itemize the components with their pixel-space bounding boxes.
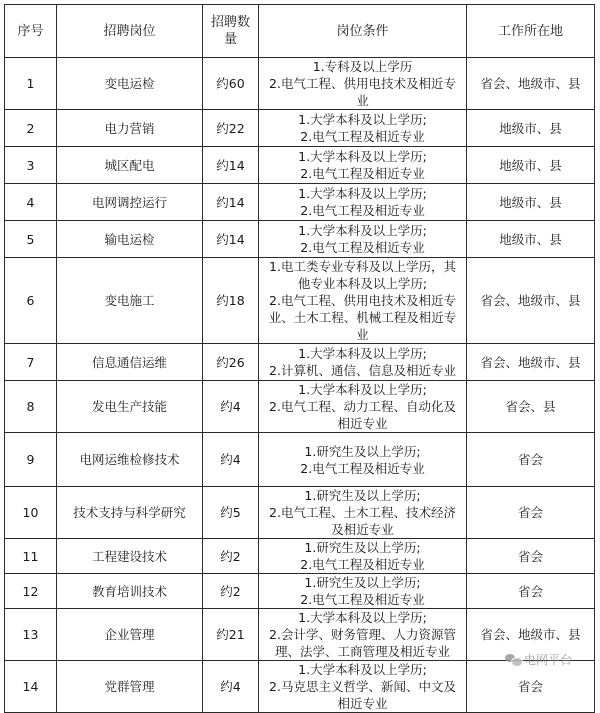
- cell-no: 6: [5, 258, 57, 344]
- cond-line: 2.电气工程及相近专业: [300, 203, 425, 218]
- cond-line: 1.研究生及以上学历;: [304, 488, 421, 503]
- cond-line: 1.大学本科及以上学历;: [298, 149, 427, 164]
- cell-num: 约4: [203, 661, 259, 713]
- cond-line: 1.研究生及以上学历;: [304, 575, 421, 590]
- cell-loc: 地级市、县: [467, 147, 595, 184]
- cell-loc: 省会: [467, 487, 595, 539]
- cond-line: 2.电气工程及相近专业: [300, 129, 425, 144]
- cond-line: 1.大学本科及以上学历;: [298, 112, 427, 127]
- cell-loc: 地级市、县: [467, 110, 595, 147]
- header-loc: 工作所在地: [467, 5, 595, 58]
- cond-line: 1.大学本科及以上学历;: [298, 223, 427, 238]
- table-row: [5, 539, 595, 574]
- cell-no: 4: [5, 184, 57, 221]
- cell-post: 企业管理: [57, 609, 203, 661]
- table-row: [5, 258, 595, 344]
- cell-post: 电网运维检修技术: [57, 433, 203, 487]
- cell-loc: 省会: [467, 661, 595, 713]
- cond-line: 2.马克思主义哲学、新闻、中文及: [269, 679, 456, 694]
- cell-post: 电网调控运行: [57, 184, 203, 221]
- cell-no: 13: [5, 609, 57, 661]
- cell-cond: [259, 110, 467, 147]
- cell-loc: 省会、地级市、县: [467, 58, 595, 110]
- cell-post: 工程建设技术: [57, 539, 203, 574]
- cell-post: 发电生产技能: [57, 381, 203, 433]
- cell-loc: 省会、地级市、县: [467, 344, 595, 381]
- recruitment-table: [4, 4, 595, 713]
- cond-line: 2.电气工程及相近专业: [300, 240, 425, 255]
- cell-no: 10: [5, 487, 57, 539]
- cell-no: 3: [5, 147, 57, 184]
- cond-line: 2.电气工程及相近专业: [300, 592, 425, 607]
- cond-line: 2.会计学、财务管理、人力资源管: [269, 627, 456, 642]
- table-row: [5, 487, 595, 539]
- cell-num: 约21: [203, 609, 259, 661]
- table-row: [5, 184, 595, 221]
- cell-no: 14: [5, 661, 57, 713]
- cond-line: 业、土木工程、机械工程及相近专: [268, 310, 457, 325]
- cell-loc: 省会: [467, 574, 595, 609]
- cell-loc: 省会、地级市、县: [467, 258, 595, 344]
- cell-no: 2: [5, 110, 57, 147]
- table-row: [5, 58, 595, 110]
- cell-cond: [259, 609, 467, 661]
- cell-num: 约2: [203, 574, 259, 609]
- cond-line: 相近专业: [337, 696, 388, 711]
- cond-line: 1.大学本科及以上学历;: [298, 382, 427, 397]
- cond-line: 2.电气工程及相近专业: [300, 166, 425, 181]
- cond-line: 1.研究生及以上学历;: [304, 540, 421, 555]
- cell-loc: 地级市、县: [467, 184, 595, 221]
- cell-no: 8: [5, 381, 57, 433]
- cell-num: 约14: [203, 221, 259, 258]
- header-num: 招聘数量: [203, 5, 259, 58]
- cond-line: 1.电工类专业专科及以上学历，其: [269, 259, 456, 274]
- cell-cond: [259, 221, 467, 258]
- header-row: [5, 5, 595, 58]
- cell-num: 约60: [203, 58, 259, 110]
- cell-num: 约2: [203, 539, 259, 574]
- cell-post: 输电运检: [57, 221, 203, 258]
- cell-num: 约18: [203, 258, 259, 344]
- cell-loc: 地级市、县: [467, 221, 595, 258]
- header-cond: 岗位条件: [259, 5, 467, 58]
- cell-post: 变电运检: [57, 58, 203, 110]
- cond-line: 2.电气工程、供用电技术及相近专: [269, 76, 456, 91]
- cond-line: 2.电气工程、供用电技术及相近专: [269, 293, 456, 308]
- cell-cond: [259, 381, 467, 433]
- table-row: [5, 574, 595, 609]
- cell-cond: [259, 539, 467, 574]
- cond-line: 理、法学、工商管理及相近专业: [274, 644, 450, 659]
- table-row: [5, 147, 595, 184]
- cell-post: 党群管理: [57, 661, 203, 713]
- cond-line: 1.大学本科及以上学历;: [298, 346, 427, 361]
- cell-loc: 省会、县: [467, 381, 595, 433]
- cell-post: 城区配电: [57, 147, 203, 184]
- cell-no: 5: [5, 221, 57, 258]
- cond-line: 2.电气工程及相近专业: [300, 557, 425, 572]
- cond-line: 及相近专业: [331, 522, 394, 537]
- cell-post: 信息通信运维: [57, 344, 203, 381]
- cond-line: 1.大学本科及以上学历;: [298, 662, 427, 677]
- table-row: [5, 661, 595, 713]
- table-row: [5, 344, 595, 381]
- cell-num: 约4: [203, 381, 259, 433]
- cell-no: 1: [5, 58, 57, 110]
- cell-cond: [259, 344, 467, 381]
- cell-post: 技术支持与科学研究: [57, 487, 203, 539]
- cond-line: 业: [356, 93, 369, 108]
- cell-cond: [259, 433, 467, 487]
- header-no: 序号: [5, 5, 57, 58]
- cond-line: 1.大学本科及以上学历;: [298, 186, 427, 201]
- cell-num: 约22: [203, 110, 259, 147]
- table-body: [5, 58, 595, 713]
- cell-loc: 省会: [467, 433, 595, 487]
- cell-cond: [259, 184, 467, 221]
- cell-post: 电力营销: [57, 110, 203, 147]
- cond-line: 2.计算机、通信、信息及相近专业: [269, 363, 456, 378]
- cell-cond: [259, 258, 467, 344]
- cell-num: 约5: [203, 487, 259, 539]
- cond-line: 业: [356, 327, 369, 342]
- cell-num: 约14: [203, 184, 259, 221]
- cell-num: 约14: [203, 147, 259, 184]
- cell-num: 约4: [203, 433, 259, 487]
- table-row: [5, 381, 595, 433]
- cond-line: 1.大学本科及以上学历;: [298, 610, 427, 625]
- cell-no: 7: [5, 344, 57, 381]
- cond-line: 2.电气工程、土木工程、技术经济: [269, 505, 456, 520]
- table-row: [5, 110, 595, 147]
- cond-line: 1.研究生及以上学历;: [304, 443, 421, 459]
- cell-no: 9: [5, 433, 57, 487]
- cell-cond: [259, 574, 467, 609]
- cell-cond: [259, 58, 467, 110]
- cell-cond: [259, 147, 467, 184]
- cell-cond: [259, 661, 467, 713]
- cell-loc: 省会、地级市、县: [467, 609, 595, 661]
- watermark-text: 电网平台: [524, 653, 573, 667]
- watermark: [505, 651, 572, 668]
- cond-line: 1.专科及以上学历: [312, 59, 413, 74]
- cell-no: 12: [5, 574, 57, 609]
- cond-line: 他专业本科及以上学历;: [297, 276, 428, 291]
- cond-line: 2.电气工程及相近专业: [300, 460, 425, 476]
- table-row: [5, 433, 595, 487]
- table-row: [5, 221, 595, 258]
- cell-num: 约26: [203, 344, 259, 381]
- cond-line: 2.电气工程、动力工程、自动化及: [269, 399, 456, 414]
- header-post: 招聘岗位: [57, 5, 203, 58]
- wechat-icon: [505, 653, 521, 666]
- cell-cond: [259, 487, 467, 539]
- cell-no: 11: [5, 539, 57, 574]
- cond-line: 相近专业: [337, 416, 388, 431]
- cell-post: 教育培训技术: [57, 574, 203, 609]
- cell-post: 变电施工: [57, 258, 203, 344]
- cell-loc: 省会: [467, 539, 595, 574]
